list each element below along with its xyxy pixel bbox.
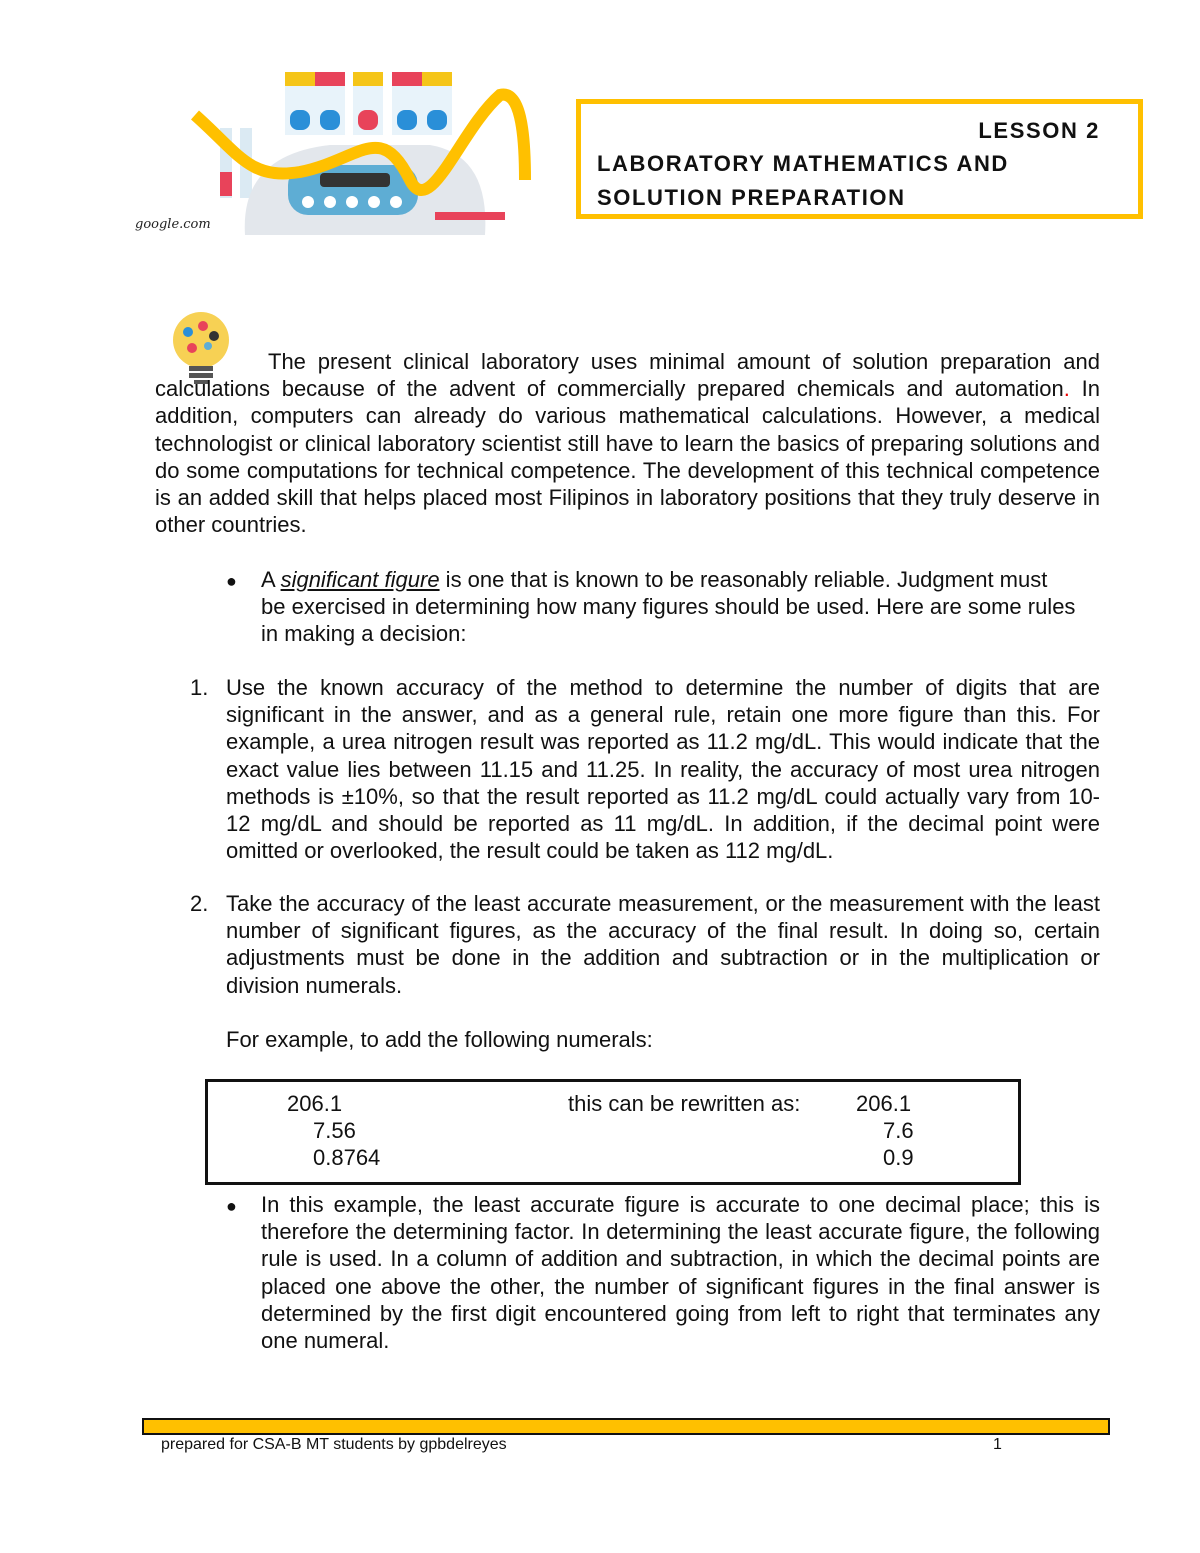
lesson-title-line2: SOLUTION PREPARATION: [597, 185, 906, 210]
rewritten-value: 206.1: [856, 1091, 912, 1116]
bullet1-prefix: A: [261, 567, 281, 592]
significant-figure-bullet: [261, 566, 1076, 648]
bullet1-suffix: is one that is known to be reasonably reliable. Judgment must be exercised in determining how many figures should be used. Here are some rules in making a decision:: [261, 567, 1076, 647]
rule-1-text: Use the known accuracy of the method to determine the number of digits that are significant in the answer, and as a general rule, retain one more figure than this. For example, a urea nitrogen result was reported as 11.2 mg/dL. This would indicate that the exact value lies between 11.15 and 11.25. In reality, the accuracy of most urea nitrogen methods is ±10%, so that the result reported as 11.2 mg/dL could actually vary from 10-12 mg/dL and should be reported as 11 mg/dL. In addition, if the decimal point were omitted or overlooked, the result could be taken as 112 mg/dL.: [226, 675, 1100, 864]
original-value: 7.56: [313, 1118, 356, 1143]
significant-figure-term: significant figure: [280, 567, 440, 592]
rule-number-2: 2.: [190, 891, 209, 916]
bullet-icon: ●: [226, 571, 237, 591]
intro-text-part2: In addition, computers can already do various mathematical calculations. However, a medical technologist or clinical laboratory scientist still have to learn the basics of preparing solutions and do some computations for technical competence. The development of this technical competence is an added skill that helps placed most Filipinos in laboratory positions that they truly deserve in other countries.: [155, 376, 1100, 538]
bullet-icon: ●: [226, 1196, 237, 1216]
footer-text: prepared for CSA-B MT students by gpbdelreyes: [161, 1436, 507, 1453]
page-number: 1: [993, 1436, 1002, 1453]
intro-paragraph: [155, 348, 1100, 538]
rule-number-1: 1.: [190, 675, 209, 700]
footer-bar: [142, 1418, 1110, 1435]
original-value: 206.1: [287, 1091, 343, 1116]
rewritten-value: 7.6: [883, 1118, 914, 1143]
intro-red-period: .: [1063, 376, 1070, 402]
example-intro: For example, to add the following numerals:: [226, 1027, 653, 1052]
lab-equipment-illustration: [130, 60, 550, 250]
example-box: [205, 1079, 1021, 1185]
lesson-title-box: [576, 99, 1143, 219]
image-credit: google.com: [135, 217, 211, 232]
lesson-number: LESSON 2: [978, 118, 1100, 143]
intro-text-part1: The present clinical laboratory uses minimal amount of solution preparation and calculations because of the advent of commercially prepared chemicals and automation: [155, 349, 1100, 402]
original-value: 0.8764: [313, 1145, 381, 1170]
least-accurate-bullet: In this example, the least accurate figure is accurate to one decimal place; this is therefore the determining factor. In determining the least accurate figure, the following rule is used. In a column of addition and subtraction, in which the decimal points are placed one above the other, the number of significant figures in the final answer is determined by the first digit encountered going from left to right that terminates any one numeral.: [261, 1192, 1100, 1354]
rule-2-text: Take the accuracy of the least accurate measurement, or the measurement with the least number of significant figures, as the accuracy of the final result. In doing so, certain adjustments must be done in the addition and subtraction or in the multiplication or division numerals.: [226, 891, 1100, 998]
rewritten-label: this can be rewritten as:: [568, 1091, 801, 1116]
rewritten-value: 0.9: [883, 1145, 914, 1170]
lesson-title-line1: LABORATORY MATHEMATICS AND: [597, 151, 1009, 176]
